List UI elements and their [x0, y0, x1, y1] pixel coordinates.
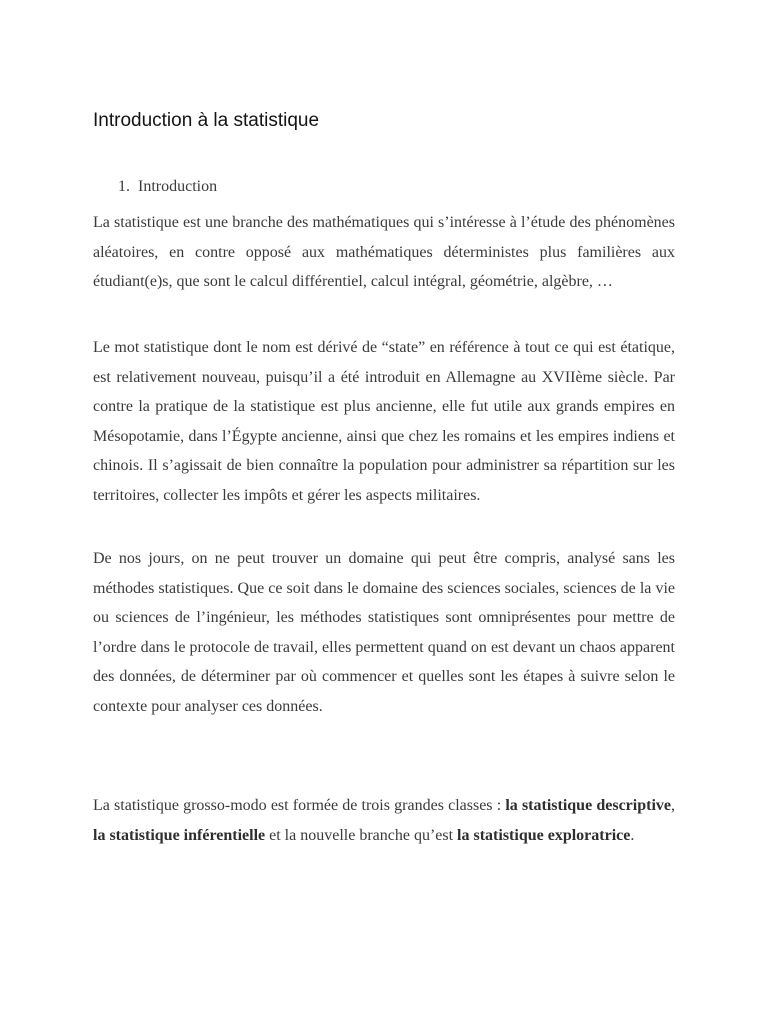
document-title: Introduction à la statistique [93, 110, 320, 131]
class-inferential: la statistique inférentielle [93, 826, 266, 844]
classes-end: . [630, 826, 635, 844]
classes-separator-2: et la nouvelle branche qu’est [265, 826, 458, 844]
class-descriptive: la statistique descriptive [505, 797, 671, 814]
section-number: 1. [118, 178, 130, 195]
classes-intro-text: La statistique grosso-modo est formée de trois grandes classes : [93, 797, 506, 814]
paragraph-definition: La statistique est une branche des mathématiques qui s’intéresse à l’étude des phénomènes aléatoires, en contre opposé aux mathématiques déterministes plus familières aux étudiant(e)s, que sont le calcul différentiel, calcul intégral, géométrie, algèbre, … [93, 214, 675, 290]
section-heading [118, 176, 217, 198]
paragraph-history: Le mot statistique dont le nom est dérivé de “state” en référence à tout ce qui est étatique, est relativement nouveau, puisqu’il a été introduit en Allemagne au XVIIème siècle. Par contre la pratique de la statistique est plus ancienne, elle fut utile aux grands empires en Mésopotamie, dans l’Égypte ancienne, ainsi que chez les romains et les empires indiens et chinois. Il s’agissait de bien connaître la population pour administrer sa répartition sur les territoires, collecter les impôts et gérer les aspects militaires. [93, 339, 675, 504]
class-exploratory: la statistique exploratrice [457, 826, 631, 844]
paragraph-modern-use: De nos jours, on ne peut trouver un domaine qui peut être compris, analysé sans les méthodes statistiques. Que ce soit dans le domaine des sciences sociales, sciences de la vie ou sciences de l’ingénieur, les méthodes statistiques sont omniprésentes pour mettre de l’ordre dans le protocole de travail, elles permettent quand on est devant un chaos apparent des données, de déterminer par où commencer et quelles sont les étapes à suivre selon le contexte pour analyser ces données. [93, 550, 675, 715]
section-label: Introduction [138, 178, 218, 195]
classes-separator-1: , [671, 797, 675, 814]
paragraph-classes [93, 791, 675, 850]
